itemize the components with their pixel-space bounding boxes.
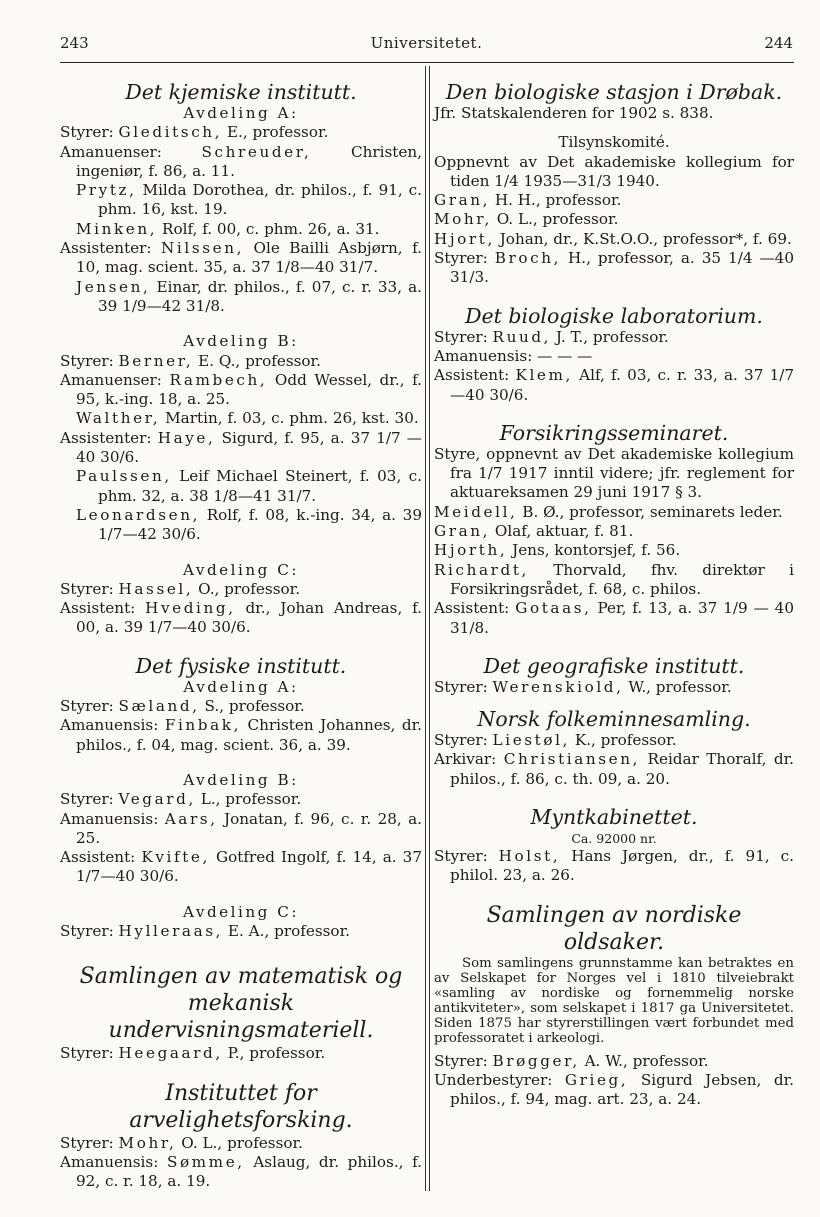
entry-line: Meidell, B. Ø., professor, seminarets leder.: [434, 502, 783, 521]
entry-line: Styrer: Broch, H., professor, a. 35 1/4 —40 31/3.: [434, 249, 795, 287]
section-heading: Myntkabinettet.: [530, 805, 698, 830]
entry-line: Styrer: Ruud, J. T., professor.: [434, 327, 669, 346]
entry-line: Assistent: Hveding, dr., Johan Andreas, f. 00, a. 39 1/7—40 30/6.: [60, 599, 422, 637]
section-heading: Det kjemiske institutt.: [125, 80, 357, 104]
section-heading: Samlingen av nordiske oldsaker.: [486, 902, 742, 955]
department-subheading: Avdeling C:: [183, 560, 299, 579]
department-subheading: Avdeling B:: [183, 770, 299, 789]
entry-line: Amanuensis: Sømme, Aslaug, dr. philos., f. 92, c. r. 18, a. 19.: [60, 1152, 422, 1191]
collection-size: Ca. 92000 nr.: [571, 831, 657, 847]
entry-line: Underbestyrer: Grieg, Sigurd Jebsen, dr. philos., f. 94, mag. art. 23, a. 24.: [434, 1070, 795, 1109]
column-divider-2: [429, 66, 430, 1191]
entry-line: Styrer: Hassel, O., professor.: [60, 579, 301, 598]
header-rule: [60, 62, 794, 63]
entry-line: Styrer: Vegard, L., professor.: [60, 790, 302, 809]
section-heading: Det biologiske laboratorium.: [465, 303, 763, 328]
entry-line: Leonardsen, Rolf, f. 08, k.-ing. 34, a. 39 1/7—42 30/6.: [76, 505, 422, 544]
right-column: [434, 80, 794, 1110]
page-header: [60, 34, 793, 56]
entry-line: Jensen, Einar, dr. philos., f. 07, c. r. 33, a. 39 1/9—42 31/8.: [76, 277, 422, 315]
entry-line: Amanuensis: Finbak, Christen Johannes, dr. philos., f. 04, mag. scient. 36, a. 39.: [60, 716, 422, 754]
entry-line: Styrer: Heegaard, P., professor.: [60, 1044, 326, 1063]
department-subheading: Avdeling B:: [183, 332, 299, 351]
department-subheading: Avdeling A:: [183, 104, 299, 122]
page-number-right: 244: [764, 34, 793, 52]
entry-line: Styrer: Hylleraas, E. A., professor.: [60, 921, 350, 940]
entry-line: Prytz, Milda Dorothea, dr. philos., f. 91, c. phm. 16, kst. 19.: [76, 181, 422, 219]
entry-line: Styrer: Berner, E. Q., professor.: [60, 351, 321, 370]
entry-line: Styrer: Holst, Hans Jørgen, dr., f. 91, c. philol. 23, a. 26.: [434, 847, 794, 885]
entry-line: Styrer: Liestøl, K., professor.: [434, 731, 677, 750]
entry-line: Gran, H. H., professor.: [434, 191, 622, 210]
entry-line: Assistent: Klem, Alf, f. 03, c. r. 33, a. 37 1/7—40 30/6.: [434, 366, 795, 404]
entry-line: Amanuensis: Aars, Jonatan, f. 96, c. r. 28, a. 25.: [60, 809, 422, 847]
entry-line: Styrer: Gleditsch, E., professor.: [60, 123, 329, 142]
section-heading: Den biologiske stasjon i Drøbak.: [445, 80, 783, 104]
department-subheading: Avdeling A:: [183, 677, 299, 696]
column-divider-1: [425, 66, 426, 1191]
entry-line: Minken, Rolf, f. 00, c. phm. 26, a. 31.: [76, 219, 380, 238]
section-heading: mekanisk undervisningsmateriell.: [108, 991, 374, 1044]
section-heading: Forsikringsseminaret.: [499, 420, 729, 445]
entry-line: Styre, oppnevnt av Det akademiske kollegium fra 1/7 1917 inntil videre; jfr. reglement for aktuareksamen 29 juni 1917 § 3.: [434, 444, 794, 502]
left-column: [60, 80, 422, 1191]
entry-line: Styrer: Werenskiold, W., professor.: [434, 677, 732, 696]
entry-line: Styrer: Brøgger, A. W., professor.: [434, 1051, 709, 1070]
entry-line: Assistent: Gotaas, Per, f. 13, a. 37 1/9 — 40 31/8.: [434, 599, 795, 637]
entry-line: Hjort, Johan, dr., K.St.O.O., professor*, f. 69.: [434, 229, 792, 248]
section-heading: Samlingen av matematisk og: [79, 964, 403, 990]
entry-line: Assistent: Kvifte, Gotfred Ingolf, f. 14, a. 37 1/7—40 30/6.: [60, 848, 422, 886]
running-title: Universitetet.: [370, 34, 483, 52]
entry-line: Richardt, Thorvald, fhv. direktør i Forsikringsrådet, f. 68, c. philos.: [434, 560, 794, 598]
entry-line: Amanuensis: — — —: [434, 346, 593, 365]
entry-line: Assistenter: Nilssen, Ole Bailli Asbjørn, f. 10, mag. scient. 35, a. 37 1/8—40 31/7.: [60, 239, 422, 277]
entry-line: Arkivar: Christiansen, Reidar Thoralf, dr. philos., f. 86, c. th. 09, a. 20.: [434, 750, 795, 788]
entry-line: Mohr, O. L., professor.: [434, 210, 619, 229]
entry-line: Paulssen, Leif Michael Steinert, f. 03, c. phm. 32, a. 38 1/8—41 31/7.: [76, 467, 422, 505]
entry-line: Gran, Olaf, aktuar, f. 81.: [434, 522, 634, 541]
committee-subheading: Tilsynskomité.: [558, 133, 670, 152]
entry-line: Amanuenser: Rambech, Odd Wessel, dr., f. 95, k.-ing. 18, a. 25.: [60, 370, 422, 409]
section-heading: Det geografiske institutt.: [483, 653, 745, 678]
entry-line: Oppnevnt av Det akademiske kollegium for tiden 1/4 1935—31/3 1940.: [434, 152, 794, 190]
history-note: Som samlingens grunnstamme kan betraktes en av Selskapet for Norges vel i 1810 tilveiebrakt «samling av nordiske og fornemmelig norske antikviteter», som selskapet i 1817 ga Universitetet. Siden 1875 har styrerstillingen vært forbundet med professoratet i arkeologi.: [434, 955, 794, 1046]
entry-line: Amanuenser: Schreuder, Christen, ingeniør, f. 86, a. 11.: [60, 142, 423, 180]
section-heading: Norsk folkeminnesamling.: [477, 707, 751, 732]
entry-line: Styrer: Mohr, O. L., professor.: [60, 1133, 303, 1152]
page-number-left: 243: [60, 34, 89, 52]
reference-line: Jfr. Statskalenderen for 1902 s. 838.: [434, 104, 714, 122]
section-heading: Det fysiske institutt.: [135, 653, 347, 678]
entry-line: Assistenter: Haye, Sigurd, f. 95, a. 37 1/7 —40 30/6.: [60, 428, 422, 467]
entry-line: Styrer: Sæland, S., professor.: [60, 697, 305, 716]
department-subheading: Avdeling C:: [183, 902, 299, 921]
entry-line: Walther, Martin, f. 03, c. phm. 26, kst. 30.: [76, 409, 419, 428]
section-heading: Instituttet for arvelighetsforsking.: [129, 1080, 353, 1133]
entry-line: Hjorth, Jens, kontorsjef, f. 56.: [434, 541, 681, 560]
